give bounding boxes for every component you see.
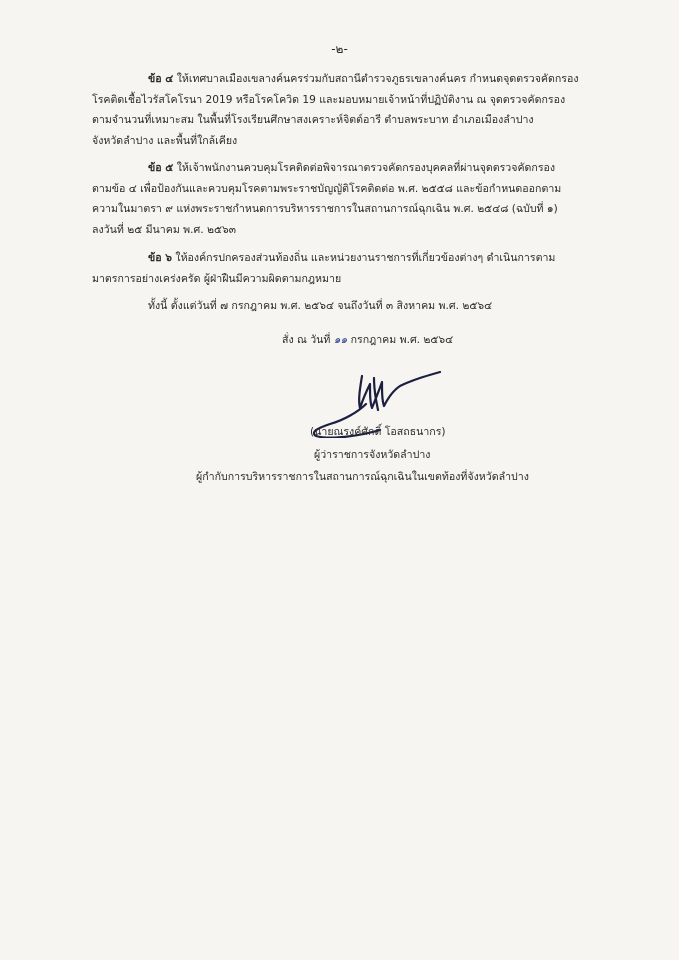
clause-4-label: ข้อ ๔ (148, 73, 174, 85)
clause-6-line-1 (92, 248, 620, 269)
effective-period: ทั้งนี้ ตั้งแต่วันที่ ๗ กรกฎาคม พ.ศ. ๒๕๖๔ จนถึงวันที่ ๓ สิงหาคม พ.ศ. ๒๕๖๔ (148, 300, 493, 312)
clause-4-line-4: จังหวัดลำปาง และพื้นที่ใกล้เคียง (92, 134, 238, 147)
signed-date-suffix: กรกฎาคม พ.ศ. ๒๕๖๔ (350, 334, 454, 346)
clause-5 (92, 158, 620, 240)
signed-date-day: ๑๑ (333, 334, 348, 346)
signer-title: ผู้ว่าราชการจังหวัดลำปาง (314, 449, 431, 461)
clause-4-line-3: ตามจำนวนที่เหมาะสม ในพื้นที่โรงเรียนศึกษาสงเคราะห์จิตต์อารี ตำบลพระบาท อำเภอเมืองลำปาง (92, 114, 534, 126)
clause-6-text-1: ให้องค์กรปกครองส่วนท้องถิ่น และหน่วยงานราชการที่เกี่ยวข้องต่างๆ ดำเนินการตาม (175, 252, 556, 264)
clause-5-line-4: ลงวันที่ ๒๕ มีนาคม พ.ศ. ๒๕๖๓ (92, 223, 236, 236)
signed-date-prefix: สั่ง ณ วันที่ (282, 334, 331, 346)
clause-5-text-1: ให้เจ้าพนักงานควบคุมโรคติดต่อพิจารณาตรวจคัดกรองบุคคลที่ผ่านจุดตรวจคัดกรอง (176, 162, 556, 174)
clause-5-line-2: ตามข้อ ๔ เพื่อป้องกันและควบคุมโรคตามพระราชบัญญัติโรคติดต่อ พ.ศ. ๒๕๕๘ และข้อกำหนดออกตาม (92, 182, 562, 195)
signer-role: ผู้กำกับการบริหารราชการในสถานการณ์ฉุกเฉินในเขตท้องที่จังหวัดลำปาง (196, 471, 529, 483)
clause-4-text-1: ให้เทศบาลเมืองเขลางค์นครร่วมกับสถานีตำรวจภูธรเขลางค์นคร กำหนดจุดตรวจคัดกรอง (176, 73, 579, 85)
clause-6-line-2: มาตรการอย่างเคร่งครัด ผู้ฝ่าฝืนมีความผิดตามกฎหมาย (92, 272, 342, 285)
clause-6-label: ข้อ ๖ (148, 252, 173, 264)
signer-name: (นายณรงค์ศักดิ์ โอสถธนากร) (310, 426, 446, 438)
clause-5-line-1 (92, 158, 620, 179)
signed-date (282, 331, 453, 348)
clause-4-line-2: โรคติดเชื้อไวรัสโคโรนา 2019 หรือโรคโควิด 19 และมอบหมายเจ้าหน้าที่ปฏิบัติงาน ณ จุดตรวจคัดกรอง (92, 93, 566, 106)
clause-4-line-1 (92, 69, 620, 90)
clause-5-label: ข้อ ๕ (148, 162, 174, 174)
clause-5-line-3: ความในมาตรา ๙ แห่งพระราชกำหนดการบริหารราชการในสถานการณ์ฉุกเฉิน พ.ศ. ๒๕๔๘ (ฉบับที่ ๑) (92, 203, 558, 215)
clause-4 (92, 69, 620, 151)
clause-6 (92, 248, 620, 289)
page-number: -๒- (331, 42, 348, 56)
